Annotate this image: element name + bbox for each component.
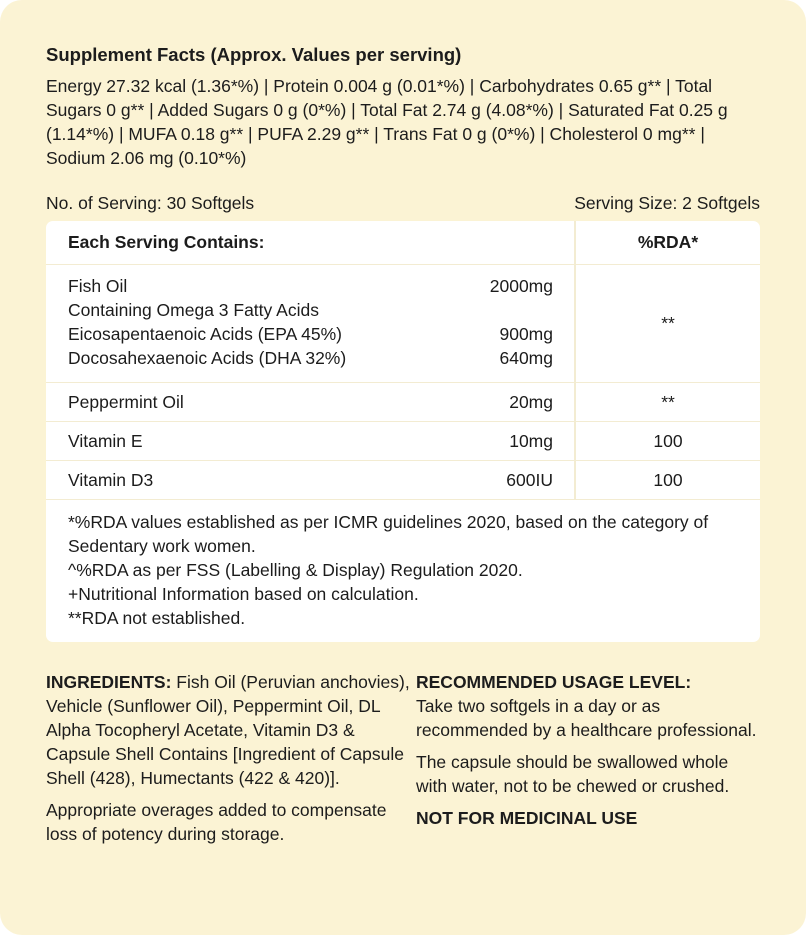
header-each-serving: Each Serving Contains: — [46, 221, 576, 264]
facts-title: Supplement Facts (Approx. Values per serving) — [46, 44, 462, 65]
nutrient-table — [46, 221, 760, 642]
usage-column — [416, 670, 760, 854]
overage-note: Appropriate overages added to compensate loss of potency during storage. — [46, 800, 387, 844]
serving-size: Serving Size: 2 Softgels — [574, 193, 760, 213]
table-line — [68, 346, 553, 370]
rda-note: ^%RDA as per FSS (Labelling & Display) Regulation 2020. — [68, 560, 523, 580]
ingredients-column — [46, 670, 416, 854]
ingredients-label: INGREDIENTS: — [46, 672, 172, 692]
ingredients-list: Fish Oil (Peruvian anchovies), Vehicle (Sunflower Oil), Peppermint Oil, DL Alpha Tocopheryl Acetate, Vitamin D3 & Capsule Shell Contains [Ingredient of Capsule Shell (428), Humectants (422 & 420)]. — [46, 672, 410, 788]
nutrient-name: Docosahexaenoic Acids (DHA 32%) — [68, 348, 347, 368]
table-row-vitamin-d3 — [46, 461, 760, 500]
table-line — [68, 322, 553, 346]
nutrition-summary: Energy 27.32 kcal (1.36*%) | Protein 0.004 g (0.01*%) | Carbohydrates 0.65 g** | Total Sugars 0 g** | Added Sugars 0 g (0*%) | Total Fat 2.74 g (4.08*%) | Saturated Fat 0.25 g (1.14*%) | MUFA 0.18 g** | PUFA 2.29 g** | Trans Fat 0 g (0*%) | Cholesterol 0 mg** | Sodium 2.06 mg (0.10*%) — [46, 76, 728, 168]
usage-text: Take two softgels in a day or as recommended by a healthcare professional. — [416, 696, 757, 740]
rda-value: 100 — [653, 469, 683, 490]
table-line — [68, 390, 553, 414]
table-line — [68, 429, 553, 453]
usage-label: RECOMMENDED USAGE LEVEL: — [416, 672, 692, 692]
table-line — [68, 298, 553, 322]
nutrient-name: Vitamin D3 — [68, 470, 154, 490]
nutrient-name: Containing Omega 3 Fatty Acids — [68, 300, 319, 320]
not-medicinal-warning: NOT FOR MEDICINAL USE — [416, 808, 638, 828]
ingredients-text — [46, 670, 416, 790]
nutrient-amount: 900mg — [499, 324, 553, 344]
nutrient-amount: 640mg — [499, 348, 553, 368]
nutrient-name: Peppermint Oil — [68, 392, 184, 412]
rda-note: +Nutritional Information based on calculation. — [68, 584, 419, 604]
nutrient-amount: 2000mg — [489, 276, 553, 296]
table-notes — [46, 500, 760, 642]
table-notes-row — [46, 500, 760, 642]
table-line — [68, 468, 553, 492]
fish-oil-cell — [46, 265, 576, 382]
nutrient-amount: 20mg — [509, 392, 553, 412]
nutrient-amount: 10mg — [509, 431, 553, 451]
serving-count: No. of Serving: 30 Softgels — [46, 193, 255, 213]
table-row-vitamin-e — [46, 422, 760, 461]
rda-note: *%RDA values established as per ICMR guidelines 2020, based on the category of Sedentary work women. — [68, 512, 709, 556]
table-line — [68, 274, 553, 298]
rda-value: ** — [661, 313, 675, 333]
table-header — [46, 221, 760, 265]
rda-note: **RDA not established. — [68, 608, 246, 628]
bottom-section — [46, 670, 760, 854]
swallow-note: The capsule should be swallowed whole with water, not to be chewed or crushed. — [416, 752, 730, 796]
rda-value: ** — [661, 391, 675, 412]
nutrient-amount: 600IU — [506, 470, 553, 490]
table-row-peppermint-oil — [46, 383, 760, 422]
serving-info — [46, 192, 760, 214]
rda-value: 100 — [653, 430, 683, 451]
nutrient-name: Fish Oil — [68, 276, 128, 296]
table-row-fish-oil — [46, 265, 760, 383]
nutrient-name: Vitamin E — [68, 431, 143, 451]
header-rda: %RDA* — [637, 232, 699, 252]
nutrient-name: Eicosapentaenoic Acids (EPA 45%) — [68, 324, 343, 344]
